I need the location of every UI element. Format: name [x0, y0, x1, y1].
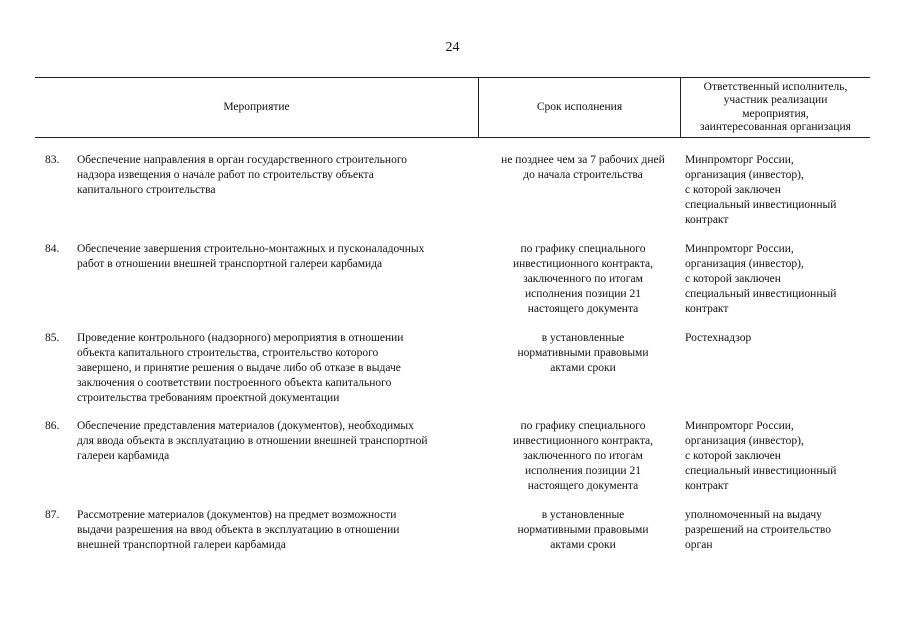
row-deadline: по графику специального инвестиционного контракта, заключенного по итогам исполнения позиции 21 настоящего документа [512, 420, 654, 492]
row-number: 86. [45, 420, 60, 432]
header-deadline: Срок исполнения [536, 100, 623, 113]
row-responsible: Минпромторг России, организация (инвестор), с которой заключен специальный инвестиционный контракт [685, 243, 837, 315]
table-header [35, 77, 870, 138]
row-responsible: Минпромторг России, организация (инвестор), с которой заключен специальный инвестиционный контракт [685, 420, 837, 492]
row-responsible: Минпромторг России, организация (инвестор), с которой заключен специальный инвестиционный контракт [685, 154, 837, 226]
row-event: Рассмотрение материалов (документов) на предмет возможности выдачи разрешения на ввод объекта в эксплуатацию в отношении внешней транспортной галереи карбамида [77, 509, 400, 551]
row-event: Проведение контрольного (надзорного) мероприятия в отношении объекта капитального строительства, строительство которого завершено, и принятие решения о выдаче либо об отказе в выдаче заключения о соответствии построенного объекта капитального строительства требованиям проектной документации [77, 332, 404, 404]
row-number: 84. [45, 243, 60, 255]
page-number: 24 [445, 40, 460, 55]
row-deadline: не позднее чем за 7 рабочих дней до начала строительства [501, 154, 665, 181]
header-event: Мероприятие [223, 100, 290, 113]
row-responsible: уполномоченный на выдачу разрешений на строительство орган [685, 509, 831, 551]
row-deadline: в установленные нормативными правовыми актами сроки [517, 332, 649, 374]
row-event: Обеспечение представления материалов (документов), необходимых для ввода объекта в эксплуатацию в отношении внешней транспортной галереи карбамида [77, 420, 428, 462]
row-number: 85. [45, 332, 60, 344]
row-deadline: по графику специального инвестиционного контракта, заключенного по итогам исполнения позиции 21 настоящего документа [512, 243, 654, 315]
header-responsible: Ответственный исполнитель, участник реализации мероприятия, заинтересованная организация [700, 80, 851, 133]
row-number: 87. [45, 509, 60, 521]
row-responsible: Ростехнадзор [685, 332, 752, 344]
row-deadline: в установленные нормативными правовыми актами сроки [517, 509, 649, 551]
row-event: Обеспечение направления в орган государственного строительного надзора извещения о начале работ по строительству объекта капитального строительства [77, 154, 407, 196]
row-number: 83. [45, 154, 60, 166]
row-event: Обеспечение завершения строительно-монтажных и пусконаладочных работ в отношении внешней транспортной галереи карбамида [77, 243, 425, 270]
